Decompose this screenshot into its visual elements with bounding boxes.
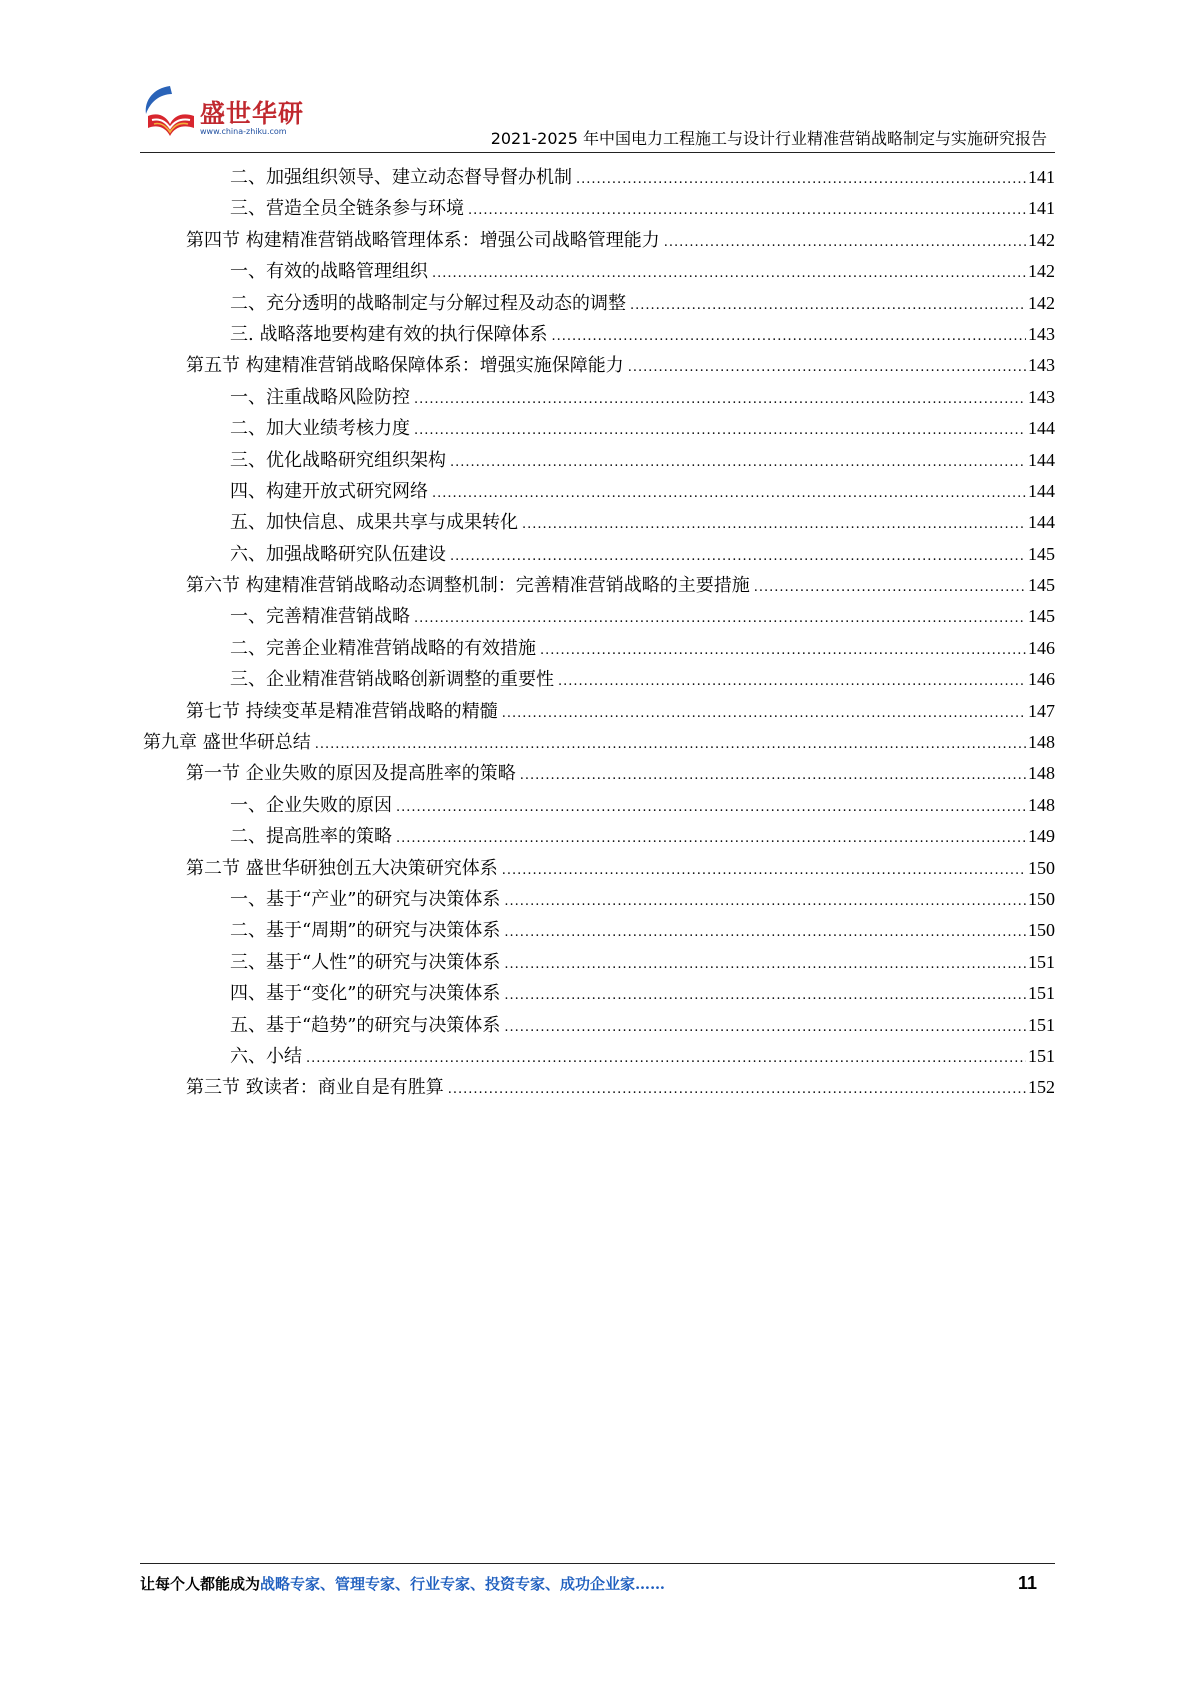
toc-entry[interactable] [143,570,1055,601]
toc-entry-page: 145 [1028,543,1055,564]
toc-entry-title: 三、优化战略研究组织架构 [230,449,446,471]
toc-entry-title: 第六节 构建精准营销战略动态调整机制：完善精准营销战略的主要措施 [186,575,750,597]
toc-entry-title: 第五节 构建精准营销战略保障体系：增强实施保障能力 [186,355,624,377]
toc-entry[interactable] [143,1041,1055,1072]
toc-entry-title: 一、有效的战略管理组织 [230,261,428,283]
toc-entry[interactable] [143,790,1055,821]
footer-slogan-tail: 战略专家、管理专家、行业专家、投资专家、成功企业家…… [260,1575,666,1593]
toc-entry[interactable] [143,601,1055,632]
toc-entry[interactable] [143,664,1055,695]
toc-leader-dots [551,321,1026,352]
toc-entry[interactable] [143,947,1055,978]
toc-leader-dots [576,164,1026,195]
toc-entry-page: 148 [1028,732,1055,753]
toc-leader-dots [306,1043,1026,1074]
toc-entry[interactable] [143,256,1055,287]
toc-entry[interactable] [143,633,1055,664]
toc-entry-page: 146 [1028,669,1055,690]
toc-entry-title: 第二节 盛世华研独创五大决策研究体系 [186,857,498,879]
toc-entry-title: 二、提高胜率的策略 [230,826,392,848]
toc-entry-page: 143 [1028,323,1055,344]
toc-entry[interactable] [143,853,1055,884]
toc-entry-title: 五、加快信息、成果共享与成果转化 [230,512,518,534]
toc-leader-dots [502,698,1026,729]
toc-entry-page: 151 [1028,1045,1055,1066]
toc-entry-page: 150 [1028,888,1055,909]
toc-entry-page: 142 [1028,261,1055,282]
toc-leader-dots [396,823,1026,854]
toc-leader-dots [396,792,1026,823]
page-number: 11 [1017,1573,1037,1593]
toc-leader-dots [664,227,1026,258]
toc-leader-dots [315,729,1026,760]
toc-entry-page: 145 [1028,606,1055,627]
logo-book-icon [140,82,200,140]
page-header [140,80,1055,152]
header-divider [140,152,1055,153]
toc-entry[interactable] [143,696,1055,727]
table-of-contents [143,162,1055,1104]
logo-url: www.china-zhiku.com [200,127,287,136]
toc-entry-page: 144 [1028,449,1055,470]
toc-entry-title: 三. 战略落地要构建有效的执行保障体系 [230,323,548,345]
page-footer [140,1573,1055,1599]
toc-entry-page: 143 [1028,355,1055,376]
toc-entry-title: 第四节 构建精准营销战略管理体系：增强公司战略管理能力 [186,229,660,251]
toc-entry[interactable] [143,507,1055,538]
toc-leader-dots [448,1074,1026,1105]
footer-slogan-lead: 让每个人都能成为 [140,1575,261,1593]
toc-entry-title: 三、企业精准营销战略创新调整的重要性 [230,669,554,691]
toc-leader-dots [754,572,1026,603]
toc-entry-page: 152 [1028,1077,1055,1098]
toc-entry[interactable] [143,758,1055,789]
toc-entry[interactable] [143,225,1055,256]
toc-entry-title: 五、基于“趋势”的研究与决策体系 [230,1014,501,1036]
toc-entry-title: 第九章 盛世华研总结 [143,732,311,754]
toc-entry-page: 144 [1028,480,1055,501]
toc-entry[interactable] [143,476,1055,507]
report-title: 2021-2025 年中国电力工程施工与设计行业精准营销战略制定与实施研究报告 [490,129,1047,148]
toc-entry-title: 一、基于“产业”的研究与决策体系 [230,888,501,910]
toc-leader-dots [432,478,1026,509]
toc-entry-title: 二、加强组织领导、建立动态督导督办机制 [230,167,572,188]
toc-entry-page: 151 [1028,983,1055,1004]
toc-entry[interactable] [143,382,1055,413]
toc-leader-dots [504,949,1026,980]
logo-text: 盛世华研 [200,99,305,128]
toc-entry[interactable] [143,445,1055,476]
toc-entry-page: 143 [1028,386,1055,407]
toc-entry[interactable] [143,350,1055,381]
toc-entry[interactable] [143,413,1055,444]
toc-leader-dots [414,384,1026,415]
toc-leader-dots [504,886,1026,917]
toc-entry-title: 三、基于“人性”的研究与决策体系 [230,951,501,973]
toc-leader-dots [432,258,1026,289]
toc-leader-dots [520,760,1026,791]
toc-entry[interactable] [143,978,1055,1009]
toc-entry-page: 151 [1028,1014,1055,1035]
toc-leader-dots [504,980,1026,1011]
toc-entry-page: 141 [1028,198,1055,219]
company-logo [140,80,325,144]
toc-entry[interactable] [143,727,1055,758]
toc-entry-page: 147 [1028,700,1055,721]
toc-leader-dots [450,447,1026,478]
toc-entry[interactable] [143,288,1055,319]
toc-entry-title: 六、加强战略研究队伍建设 [230,543,446,565]
toc-entry-title: 四、基于“变化”的研究与决策体系 [230,983,501,1005]
toc-entry[interactable] [143,1010,1055,1041]
toc-leader-dots [630,290,1026,321]
toc-entry-title: 二、加大业绩考核力度 [230,418,410,440]
toc-entry[interactable] [143,319,1055,350]
toc-entry-page: 142 [1028,229,1055,250]
toc-entry-title: 一、企业失败的原因 [230,794,392,816]
toc-leader-dots [502,855,1026,886]
toc-entry-page: 145 [1028,575,1055,596]
toc-entry-page: 141 [1028,167,1055,187]
toc-entry[interactable] [143,884,1055,915]
toc-entry-title: 第三节 致读者：商业自是有胜算 [186,1077,444,1099]
toc-entry-title: 第七节 持续变革是精准营销战略的精髓 [186,700,498,722]
toc-entry[interactable] [143,1072,1055,1103]
toc-leader-dots [414,603,1026,634]
toc-entry-title: 二、完善企业精准营销战略的有效措施 [230,637,536,659]
toc-entry-page: 148 [1028,794,1055,815]
toc-entry[interactable] [143,162,1055,193]
toc-entry-title: 四、构建开放式研究网络 [230,480,428,502]
toc-leader-dots [504,1012,1026,1043]
toc-entry-page: 149 [1028,826,1055,847]
toc-entry[interactable] [143,915,1055,946]
toc-leader-dots [540,635,1026,666]
toc-leader-dots [522,509,1026,540]
footer-divider [140,1563,1055,1564]
toc-entry[interactable] [143,821,1055,852]
toc-entry-page: 151 [1028,951,1055,972]
toc-entry-page: 142 [1028,292,1055,313]
toc-entry-page: 144 [1028,418,1055,439]
toc-entry-page: 148 [1028,763,1055,784]
toc-entry-page: 150 [1028,857,1055,878]
toc-leader-dots [558,666,1026,697]
toc-entry-title: 二、基于“周期”的研究与决策体系 [230,920,501,942]
toc-entry-title: 一、完善精准营销战略 [230,606,410,628]
toc-entry-title: 三、营造全员全链条参与环境 [230,198,464,220]
toc-entry-title: 二、充分透明的战略制定与分解过程及动态的调整 [230,292,626,314]
toc-entry-page: 144 [1028,512,1055,533]
toc-entry[interactable] [143,193,1055,224]
toc-leader-dots [468,195,1026,226]
toc-leader-dots [628,352,1026,383]
toc-entry-title: 第一节 企业失败的原因及提高胜率的策略 [186,763,516,785]
toc-leader-dots [504,917,1026,948]
toc-entry[interactable] [143,539,1055,570]
toc-entry-page: 146 [1028,637,1055,658]
toc-entry-title: 一、注重战略风险防控 [230,386,410,408]
toc-entry-title: 六、小结 [230,1045,302,1067]
toc-leader-dots [450,541,1026,572]
toc-leader-dots [414,415,1026,446]
toc-entry-page: 150 [1028,920,1055,941]
